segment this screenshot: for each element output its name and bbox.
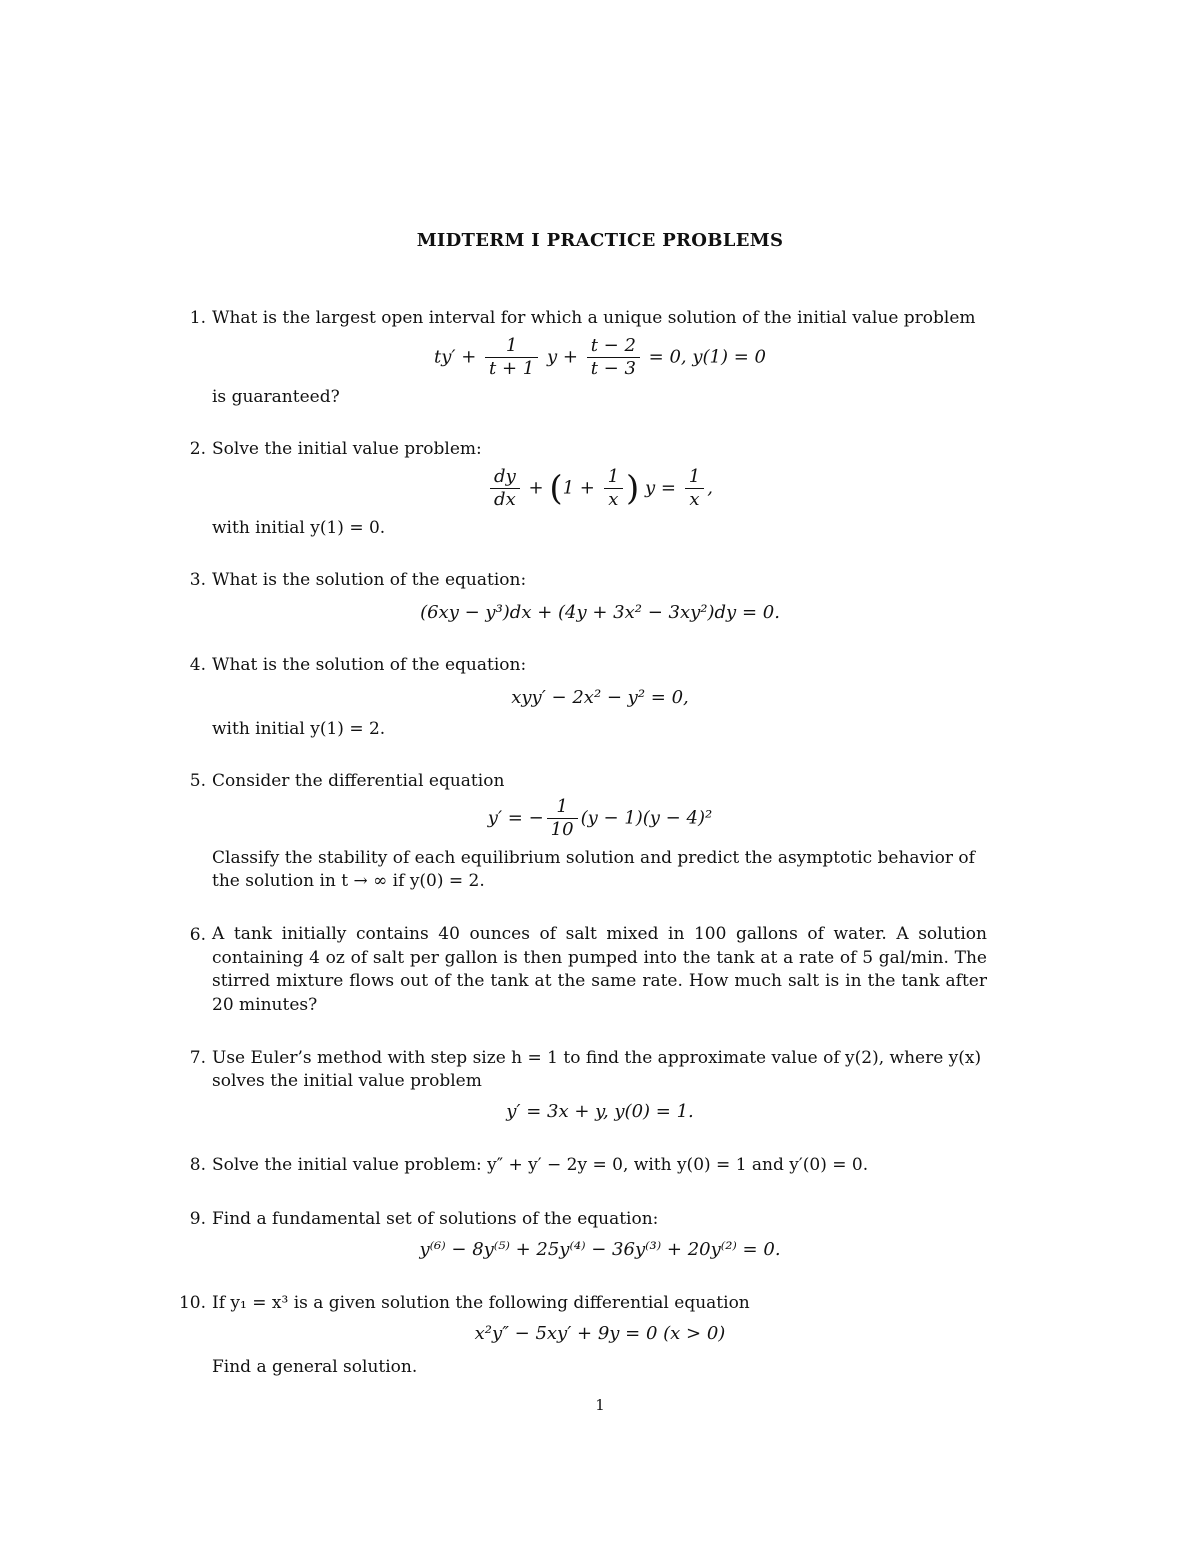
problem-3-equation: (6xy − y³)dx + (4y + 3x² − 3xy²)dy = 0. [420, 602, 780, 623]
page-number: 1 [595, 1396, 605, 1414]
fraction-numerator: 1 [547, 796, 578, 819]
problem-10-text: If y₁ = x³ is a given solution the following differential equation [212, 1293, 750, 1313]
fraction-numerator: 1 [604, 466, 623, 489]
problem-5-number: 5. [189, 771, 206, 791]
fraction [685, 466, 704, 511]
problem-1-text: What is the largest open interval for which a unique solution of the initial value problem [212, 308, 976, 328]
fraction-numerator: dy [490, 466, 520, 489]
eq-part: (y − 1)(y − 4)² [580, 807, 713, 829]
eq-part: + [528, 477, 544, 499]
problem-2-number: 2. [189, 439, 206, 459]
problem-5-after-line-1: Classify the stability of each equilibrium solution and predict the asymptotic behavior of [212, 848, 975, 868]
problem-5-text: Consider the differential equation [212, 771, 505, 791]
right-paren: ) [626, 468, 640, 509]
eq-part: y′ = − [487, 807, 544, 829]
fraction [587, 335, 640, 380]
problem-9-number: 9. [189, 1209, 206, 1229]
problem-4-equation: xyy′ − 2x² − y² = 0, [511, 687, 689, 708]
fraction-denominator: x [608, 489, 619, 510]
problem-1-number: 1. [189, 308, 206, 328]
problem-7-equation: y′ = 3x + y, y(0) = 1. [506, 1101, 694, 1122]
problem-9-text: Find a fundamental set of solutions of the equation: [212, 1209, 659, 1229]
problem-3-number: 3. [189, 570, 206, 590]
fraction-denominator: 10 [550, 819, 574, 840]
problem-10-number: 10. [178, 1293, 206, 1313]
problem-10-after: Find a general solution. [212, 1357, 418, 1377]
fraction-denominator: x [689, 489, 700, 510]
problem-5-after-line-2: the solution in t → ∞ if y(0) = 2. [212, 871, 485, 891]
fraction-numerator: 1 [485, 335, 538, 358]
eq-part: y = [645, 477, 677, 499]
problem-7-text-line-1: Use Euler’s method with step size h = 1 to find the approximate value of y(2), where y(x) [212, 1048, 982, 1068]
fraction-numerator: t − 2 [587, 335, 640, 358]
eq-part: = 0, y(1) = 0 [648, 346, 766, 368]
fraction [547, 796, 578, 841]
fraction [485, 335, 538, 380]
problem-4-text: What is the solution of the equation: [212, 655, 527, 675]
problem-6-number: 6. [189, 925, 206, 945]
problem-1-after: is guaranteed? [212, 387, 340, 407]
problem-5-equation [0, 796, 1200, 841]
fraction-denominator: t + 1 [489, 358, 535, 379]
left-paren: ( [549, 468, 563, 509]
problem-4-number: 4. [189, 655, 206, 675]
eq-part: y + [546, 346, 578, 368]
problem-4-after: with initial y(1) = 2. [212, 719, 386, 739]
problem-2-after: with initial y(1) = 0. [212, 518, 386, 538]
problem-7-text-line-2: solves the initial value problem [212, 1071, 482, 1091]
fraction-denominator: t − 3 [590, 358, 636, 379]
problem-3-text: What is the solution of the equation: [212, 570, 527, 590]
eq-part: , [707, 477, 713, 499]
problem-2-equation [0, 466, 1200, 511]
eq-part: ty′ + [434, 346, 477, 368]
fraction [490, 466, 520, 511]
problem-8-number: 8. [189, 1155, 206, 1175]
problem-10-equation: x²y″ − 5xy′ + 9y = 0 (x > 0) [474, 1323, 726, 1344]
problem-1-equation [0, 335, 1200, 380]
fraction [604, 466, 623, 511]
problem-7-number: 7. [189, 1048, 206, 1068]
problem-2-text: Solve the initial value problem: [212, 439, 482, 459]
problem-9-equation: y⁽⁶⁾ − 8y⁽⁵⁾ + 25y⁽⁴⁾ − 36y⁽³⁾ + 20y⁽²⁾ = 0. [419, 1239, 781, 1260]
problem-6-text: A tank initially contains 40 ounces of salt mixed in 100 gallons of water. A solution containing 4 oz of salt per gallon is then pumped into the tank at a rate of 5 gal/min. The stirred mixture flows out of the tank at the same rate. How much salt is in the tank after 20 minutes? [212, 924, 987, 1015]
problem-8-text: Solve the initial value problem: y″ + y′ − 2y = 0, with y(0) = 1 and y′(0) = 0. [212, 1155, 869, 1175]
eq-part: 1 + [562, 477, 595, 499]
page-title: MIDTERM I PRACTICE PROBLEMS [416, 230, 784, 251]
fraction-numerator: 1 [685, 466, 704, 489]
fraction-denominator: dx [494, 489, 516, 510]
